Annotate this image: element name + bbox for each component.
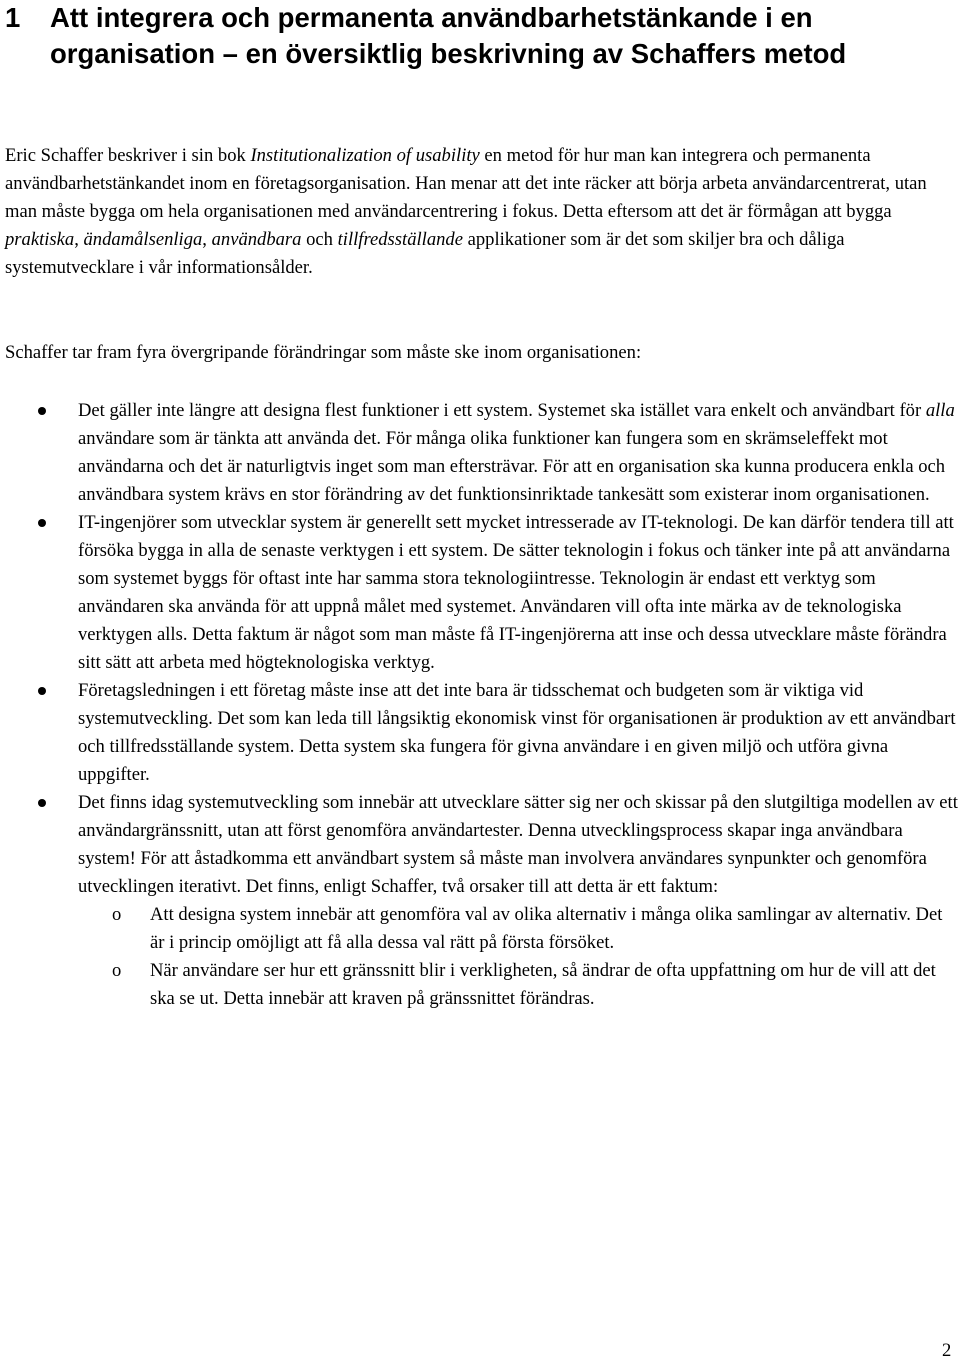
change-list xyxy=(0,397,958,1013)
separator: , xyxy=(74,229,84,250)
sub-item-text-2: När användare ser hur ett gränssnitt blir i verkligheten, så ändrar de ofta uppfattning om hur de vill att det ska se ut. Detta innebär att kraven på gränssnittet förändras. xyxy=(150,960,936,1009)
list-item xyxy=(0,397,958,509)
section-number: 1 xyxy=(5,2,21,33)
term-andamalsenliga: ändamålsenliga xyxy=(83,229,203,250)
bullet-icon xyxy=(38,519,46,527)
page-number: 2 xyxy=(942,1340,952,1361)
sub-list-item xyxy=(78,957,958,1013)
bullet-text-4: Det finns idag systemutveckling som innebär att utvecklare sätter sig ner och skissar på den slutgiltiga modellen av ett användargränssnitt, utan att först genomföra användartester. Denna utvecklingsprocess skapar inga användbara system! För att åstadkomma ett användbart system så måste man involvera användares synpunkter och genomföra utvecklingen iterativt. Det finns, enligt Schaffer, två orsaker till att detta är ett faktum: xyxy=(78,792,958,897)
list-item xyxy=(0,789,958,1013)
emphasis-alla: alla xyxy=(925,400,955,421)
intro-text-2: en metod för hur man kan integrera och permanenta användbarhetstänkandet inom en företagsorganisation. Han menar att det inte räcker att börja arbeta användarcentrerat, utan man måste bygga om hela organisationen med användarcentrering i fokus. Detta eftersom att det är förmågan att bygga xyxy=(5,145,927,222)
bullet-text-1a: Det gäller inte längre att designa flest funktioner i ett system. Systemet ska istället vara enkelt och användbart för xyxy=(78,400,926,421)
term-praktiska: praktiska xyxy=(5,229,75,250)
intro-paragraph xyxy=(5,142,953,282)
intro-text-3: applikationer som är det som skiljer bra och dåliga systemutvecklare i vår informationsålder. xyxy=(5,229,845,278)
book-title: Institutionalization of usability xyxy=(250,145,480,166)
bullet-text-1b: användare som är tänkta att använda det. För många olika funktioner kan fungera som en skrämseleffekt mot användarna och det är naturligtvis inget som man eftersträvar. För att en organisation ska kunna producera enkla och användbara system krävs en stor förändring av det funktionsinriktade tankesätt som existerar inom organisationen. xyxy=(78,428,946,505)
bullet-icon xyxy=(38,687,46,695)
list-item xyxy=(0,677,958,789)
bullet-text-3: Företagsledningen i ett företag måste inse att det inte bara är tidsschemat och budgeten som är viktiga vid systemutveckling. Det som kan leda till långsiktig ekonomisk vinst för organisationen är produktion av ett användbart och tillfredsställande system. Detta system ska fungera för givna användare i en given miljö och utföra givna uppgifter. xyxy=(78,680,956,785)
separator: och xyxy=(301,229,338,250)
term-anvandbara: användbara xyxy=(211,229,302,250)
section-heading xyxy=(0,0,955,72)
lead-paragraph: Schaffer tar fram fyra övergripande förändringar som måste ske inom organisationen: xyxy=(5,342,642,363)
sub-item-text-1: Att designa system innebär att genomföra val av olika alternativ i många olika samlingar av alternativ. Det är i princip omöjligt att få alla dessa val rätt på första försöket. xyxy=(150,904,943,953)
sub-bullet-marker: o xyxy=(112,960,122,981)
separator: , xyxy=(202,229,212,250)
sub-list xyxy=(78,901,958,1013)
list-item xyxy=(0,509,958,677)
bullet-icon xyxy=(38,407,46,415)
sub-bullet-marker: o xyxy=(112,904,122,925)
sub-list-item xyxy=(78,901,958,957)
bullet-text-2: IT-ingenjörer som utvecklar system är generellt sett mycket intresserade av IT-teknologi. De kan därför tendera till att försöka bygga in alla de senaste verktygen i ett system. De sätter teknologin i fokus och tänker inte på att användarna som systemet byggs för oftast inte har samma stora teknologiintresse. Teknologin är endast ett verktyg som användaren ska använda för att uppnå målet med systemet. Användaren vill ofta inte märka av de teknologiska verktygen alls. Detta faktum är något som man måste få IT-ingenjörerna att inse och dessa utvecklare måste förändra sitt sätt att arbeta med högteknologiska verktyg. xyxy=(78,512,954,673)
intro-text-1: Eric Schaffer beskriver i sin bok xyxy=(5,145,251,166)
section-title: Att integrera och permanenta användbarhetstänkande i en organisation – en översiktlig beskrivning av Schaffers metod xyxy=(50,2,847,69)
term-tillfredsstallande: tillfredsställande xyxy=(337,229,463,250)
bullet-icon xyxy=(38,799,46,807)
